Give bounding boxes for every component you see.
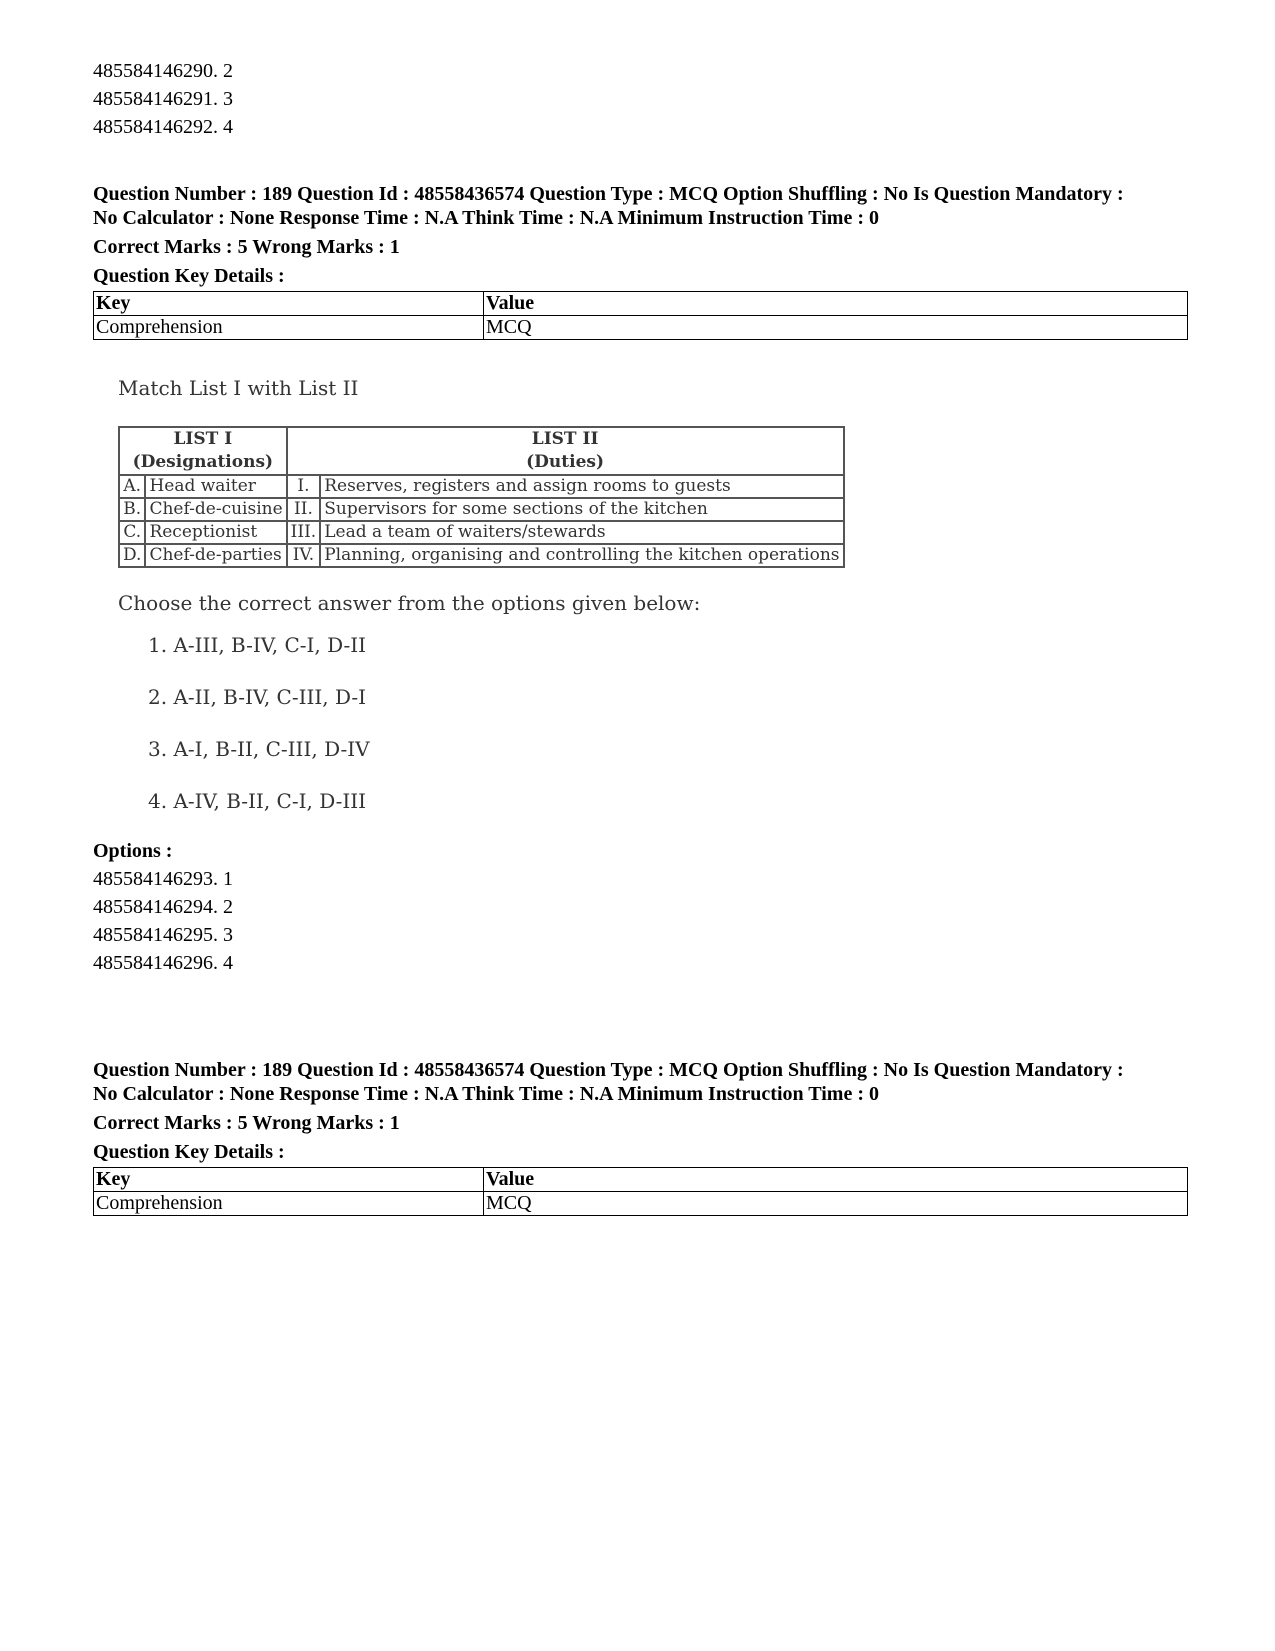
answer-choice: 1. A-III, B-IV, C-I, D-II <box>148 633 367 657</box>
table-row <box>94 316 1188 340</box>
table-cell-value: MCQ <box>484 1192 1188 1216</box>
table-header-key: Key <box>94 292 484 316</box>
table-row: D. Chef-de-parties IV. Planning, organising and controlling the kitchen operations <box>119 544 844 567</box>
question-header-1 <box>93 182 1193 340</box>
table-cell-key: Comprehension <box>94 316 484 340</box>
choose-instruction: Choose the correct answer from the options given below: <box>118 591 701 615</box>
question-key-table <box>93 291 1188 340</box>
option-line: 485584146296. 4 <box>93 952 233 974</box>
option-line: 485584146294. 2 <box>93 896 233 918</box>
table-header-row <box>94 1168 1188 1192</box>
table-header-value: Value <box>484 292 1188 316</box>
table-cell-value: MCQ <box>484 316 1188 340</box>
question-marks: Correct Marks : 5 Wrong Marks : 1 <box>93 1112 400 1134</box>
table-header-value: Value <box>484 1168 1188 1192</box>
lists-header-row <box>119 427 844 475</box>
previous-options-list <box>93 57 233 141</box>
table-header-row <box>94 292 1188 316</box>
options-block <box>93 837 233 977</box>
answer-choice: 2. A-II, B-IV, C-III, D-I <box>148 685 367 709</box>
question-key-details-label: Question Key Details : <box>93 265 285 287</box>
table-row <box>94 1192 1188 1216</box>
answer-choice: 3. A-I, B-II, C-III, D-IV <box>148 737 370 761</box>
question-meta-line-2: No Calculator : None Response Time : N.A Think Time : N.A Minimum Instruction Time : 0 <box>93 207 879 229</box>
option-line: 485584146291. 3 <box>93 88 233 110</box>
table-row: B. Chef-de-cuisine II. Supervisors for some sections of the kitchen <box>119 498 844 521</box>
answer-choice: 4. A-IV, B-II, C-I, D-III <box>148 789 367 813</box>
table-row: A. Head waiter I. Reserves, registers and assign rooms to guests <box>119 475 844 498</box>
table-header-key: Key <box>94 1168 484 1192</box>
table-cell-key: Comprehension <box>94 1192 484 1216</box>
question-meta-line-2: No Calculator : None Response Time : N.A Think Time : N.A Minimum Instruction Time : 0 <box>93 1083 879 1105</box>
question-key-details-label: Question Key Details : <box>93 1141 285 1163</box>
list2-header: LIST II (Duties) <box>287 427 844 475</box>
match-lists-table <box>118 426 845 568</box>
question-meta-line-1: Question Number : 189 Question Id : 48558436574 Question Type : MCQ Option Shuffling : No Is Question Mandatory : <box>93 1059 1124 1081</box>
question-meta-line-1: Question Number : 189 Question Id : 48558436574 Question Type : MCQ Option Shuffling : No Is Question Mandatory : <box>93 183 1124 205</box>
options-label: Options : <box>93 840 173 862</box>
question-header-2 <box>93 1058 1193 1216</box>
question-key-table <box>93 1167 1188 1216</box>
option-line: 485584146292. 4 <box>93 116 233 138</box>
question-marks: Correct Marks : 5 Wrong Marks : 1 <box>93 236 400 258</box>
option-line: 485584146295. 3 <box>93 924 233 946</box>
question-intro: Match List I with List II <box>118 376 359 400</box>
question-image <box>118 375 858 840</box>
option-line: 485584146293. 1 <box>93 868 233 890</box>
answer-choices <box>148 632 858 814</box>
option-line: 485584146290. 2 <box>93 60 233 82</box>
list1-header: LIST I (Designations) <box>119 427 287 475</box>
table-row: C. Receptionist III. Lead a team of waiters/stewards <box>119 521 844 544</box>
